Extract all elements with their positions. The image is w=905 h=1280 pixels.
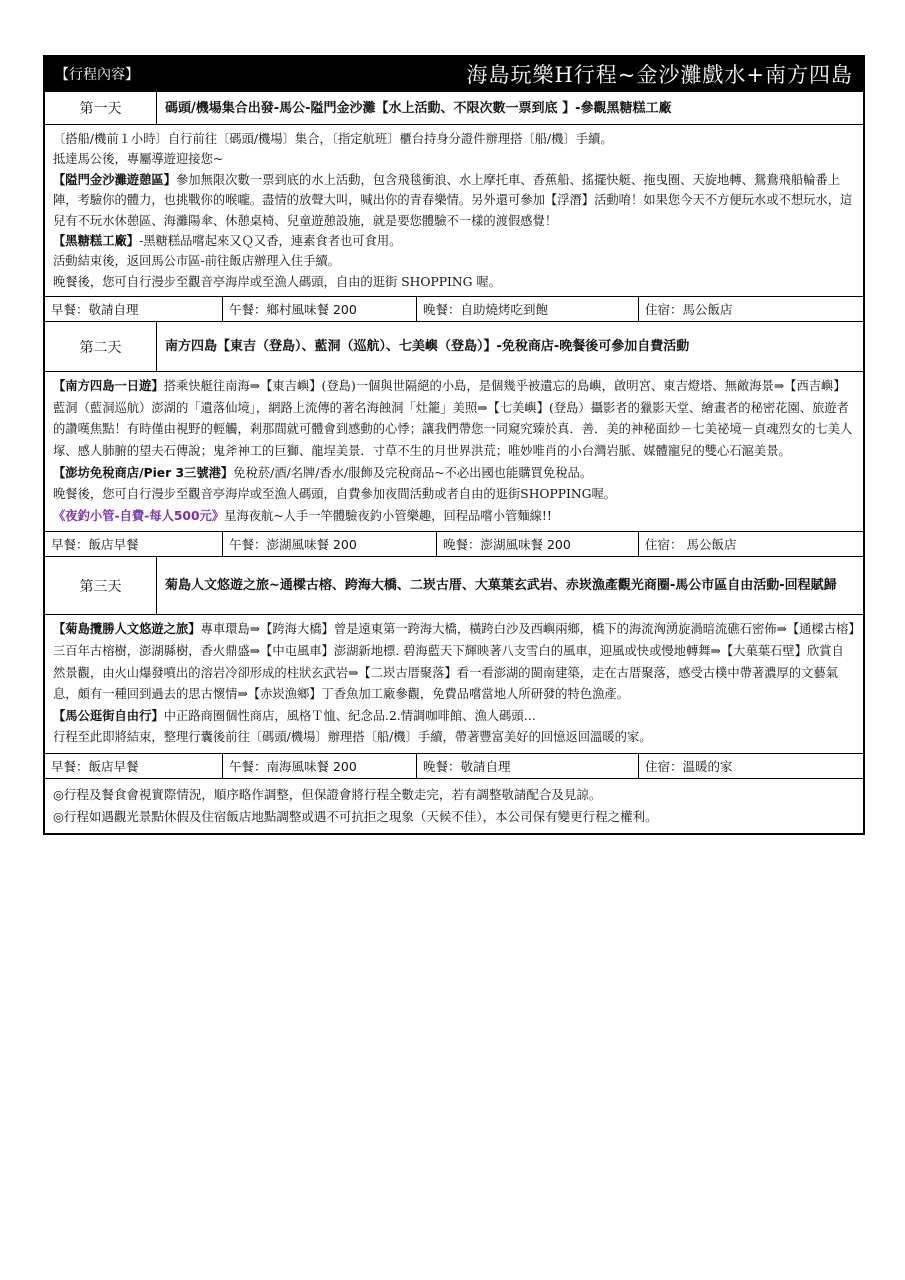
accommodation: 住宿：馬公飯店	[645, 302, 733, 318]
day-2-title: 南方四島【東吉（登島）、藍洞（巡航）、七美嶼（登島）】-免稅商店-晚餐後可參加自費活動	[165, 339, 690, 355]
day-1-line: 抵達馬公後，專屬導遊迎接您~	[53, 152, 224, 167]
lunch: 午餐：鄉村風味餐 200	[223, 297, 417, 321]
day-2-line: 《夜釣小管-自費-每人500元》星海夜航~人手一竿體驗夜釣小管樂趣，回程品嚐小管麵線!!	[53, 508, 552, 523]
day-1-line: 【隘門金沙灘遊憩區】參加無限次數一票到底的水上活動，包含飛毯衝浪、水上摩托車、香蕉船、搖擺快艇、拖曳圈、天旋地轉、鴛鴦飛船輪番上陣，考驗你的體力，也挑戰你的喉嚨。盡情的放聲大叫，喊出你的青春樂情。另外還可參加【浮潛】活動唷！如果您今天不方便玩水或不想玩水，這兒有不玩水休憩區、海灘陽傘、休憩桌椅、兒童遊憩設施，就是要您體驗不一樣的渡假感覺！	[53, 172, 853, 228]
dinner: 晚餐：敬請自理	[417, 754, 639, 778]
day-2-meals	[45, 531, 863, 556]
day-3-header	[45, 556, 863, 614]
note-line: ◎行程如遇觀光景點休假及住宿飯店地點調整或遇不可抗拒之現象（天候不佳），本公司保有變更行程之權利。	[53, 808, 658, 824]
day-3-meals	[45, 753, 863, 778]
notes	[45, 778, 863, 833]
day-2-content	[45, 371, 863, 531]
note-line: ◎行程及餐食會視實際情況，順序略作調整，但保證會將行程全數走完，若有調整敬請配合及見諒。	[53, 786, 602, 802]
day-2-line: 晚餐後，您可自行漫步至觀音亭海岸或至漁人碼頭，自費參加夜間活動或者自由的逛街SHOPPING喔。	[53, 487, 617, 502]
day-3-title: 菊島人文悠遊之旅~通樑古榕、跨海大橋、二崁古厝、大菓葉玄武岩、赤崁漁產觀光商圈-馬公市區自由活動-回程賦歸	[165, 578, 837, 594]
lunch: 午餐：南海風味餐 200	[223, 754, 417, 778]
day-2-header	[45, 321, 863, 371]
breakfast: 早餐：敬請自理	[45, 297, 223, 321]
day-1-title: 碼頭/機場集合出發-馬公-隘門金沙灘【水上活動、不限次數一票到底 】-參觀黑糖糕工廠	[165, 100, 672, 116]
itinerary-table	[43, 55, 865, 835]
day-3-line: 【菊島攬勝人文悠遊之旅】專車環島⇒【跨海大橋】曾是遠東第一跨海大橋，橫跨白沙及西嶼兩鄉，橋下的海流洶湧旋渦暗流礁石密佈⇒【通樑古榕】三百年古榕樹，澎湖縣樹，香火鼎盛⇒【中屯風車】澎湖新地標. 碧海藍天下輝映著八支雪白的風車，迎風或快或慢地轉舞⇒【大菓葉石壁】欣賞自然景觀，由火山爆發噴出的溶岩冷卻形成的柱狀玄武岩⇒【二崁古厝聚落】看一看澎湖的閩南建築，走在古厝聚落，感受古樸中帶著濃厚的文藝氣息，頗有一種回到過去的思古懷情⇒【赤崁漁鄉】丁香魚加工廠參觀，免費品嚐當地人所研發的特色漁產。	[53, 622, 855, 702]
day-3-line: 【馬公逛街自由行】中正路商圈個性商店，風格Ｔ恤、紀念品.2.情調咖啡館、漁人碼頭…	[53, 708, 536, 723]
accommodation: 住宿： 馬公飯店	[645, 537, 737, 553]
day-1-header	[45, 91, 863, 124]
day-3-line: 行程至此即將結束，整理行囊後前往〔碼頭/機場〕辦理搭〔船/機〕手續，帶著豐富美好的回憶返回溫暖的家。	[53, 730, 652, 745]
accommodation: 住宿：溫暖的家	[645, 758, 733, 774]
breakfast: 早餐：飯店早餐	[45, 532, 223, 556]
day-3-label: 第三天	[45, 557, 157, 614]
day-1-label: 第一天	[45, 92, 157, 124]
day-3-content	[45, 614, 863, 753]
itinerary-title: 海島玩樂H行程~金沙灘戲水+南方四島	[466, 63, 853, 87]
day-2-line: 【澎坊免稅商店/Pier 3三號港】免稅菸/酒/名牌/香水/服飾及完稅商品~不必出國也能購買免稅品。	[53, 465, 593, 480]
dinner: 晚餐：自助燒烤吃到飽	[417, 297, 639, 321]
day-1-meals	[45, 296, 863, 321]
day-1-line: 【黑糖糕工廠】-黑糖糕品嚐起來又Ｑ又香，連素食者也可食用。	[53, 234, 402, 249]
lunch: 午餐：澎湖風味餐 200	[223, 532, 437, 556]
breakfast: 早餐：飯店早餐	[45, 754, 223, 778]
day-1-line: 晚餐後，您可自行漫步至觀音亭海岸或至漁人碼頭，自由的逛街 SHOPPING 喔。	[53, 274, 501, 289]
day-2-label: 第二天	[45, 322, 157, 371]
day-1-content	[45, 124, 863, 296]
itinerary-tag: 【行程內容】	[55, 67, 139, 83]
itinerary-header	[45, 57, 863, 91]
day-2-line: 【南方四島一日遊】搭乘快艇往南海⇒【東吉嶼】(登島)一個與世隔絕的小島，是個幾乎被遺忘的島嶼，啟明宮、東吉燈塔、無敵海景⇒【西吉嶼】藍洞（藍洞巡航）澎湖的「遺落仙境」，網路上流傳的著名海蝕洞「灶籠」美照⇒【七美嶼】(登島）攝影者的獵影天堂、繪畫者的秘密花園、旅遊者的讚嘆焦點！有時僅由視野的輕觸，剎那間就可體會到感動的心悸；讓我們帶您一同窺究臻於真．善．美的神秘面紗－七美祕境－貞魂烈女的七美人塚、感人肺腑的望夫石傳說；鬼斧神工的巨獅、龍埕美景．寸草不生的月世界洪荒；唯妙唯肖的小台灣岩脈、媒體寵兒的雙心石滬美景。	[53, 379, 853, 459]
day-1-line: 〔搭船/機前１小時〕自行前往〔碼頭/機場〕集合，〔指定航班〕櫃台持身分證件辦理搭〔船/機〕手續。	[53, 132, 613, 146]
day-1-line: 活動結束後，返回馬公市區-前往飯店辦理入住手續。	[53, 254, 340, 269]
dinner: 晚餐：澎湖風味餐 200	[437, 532, 639, 556]
